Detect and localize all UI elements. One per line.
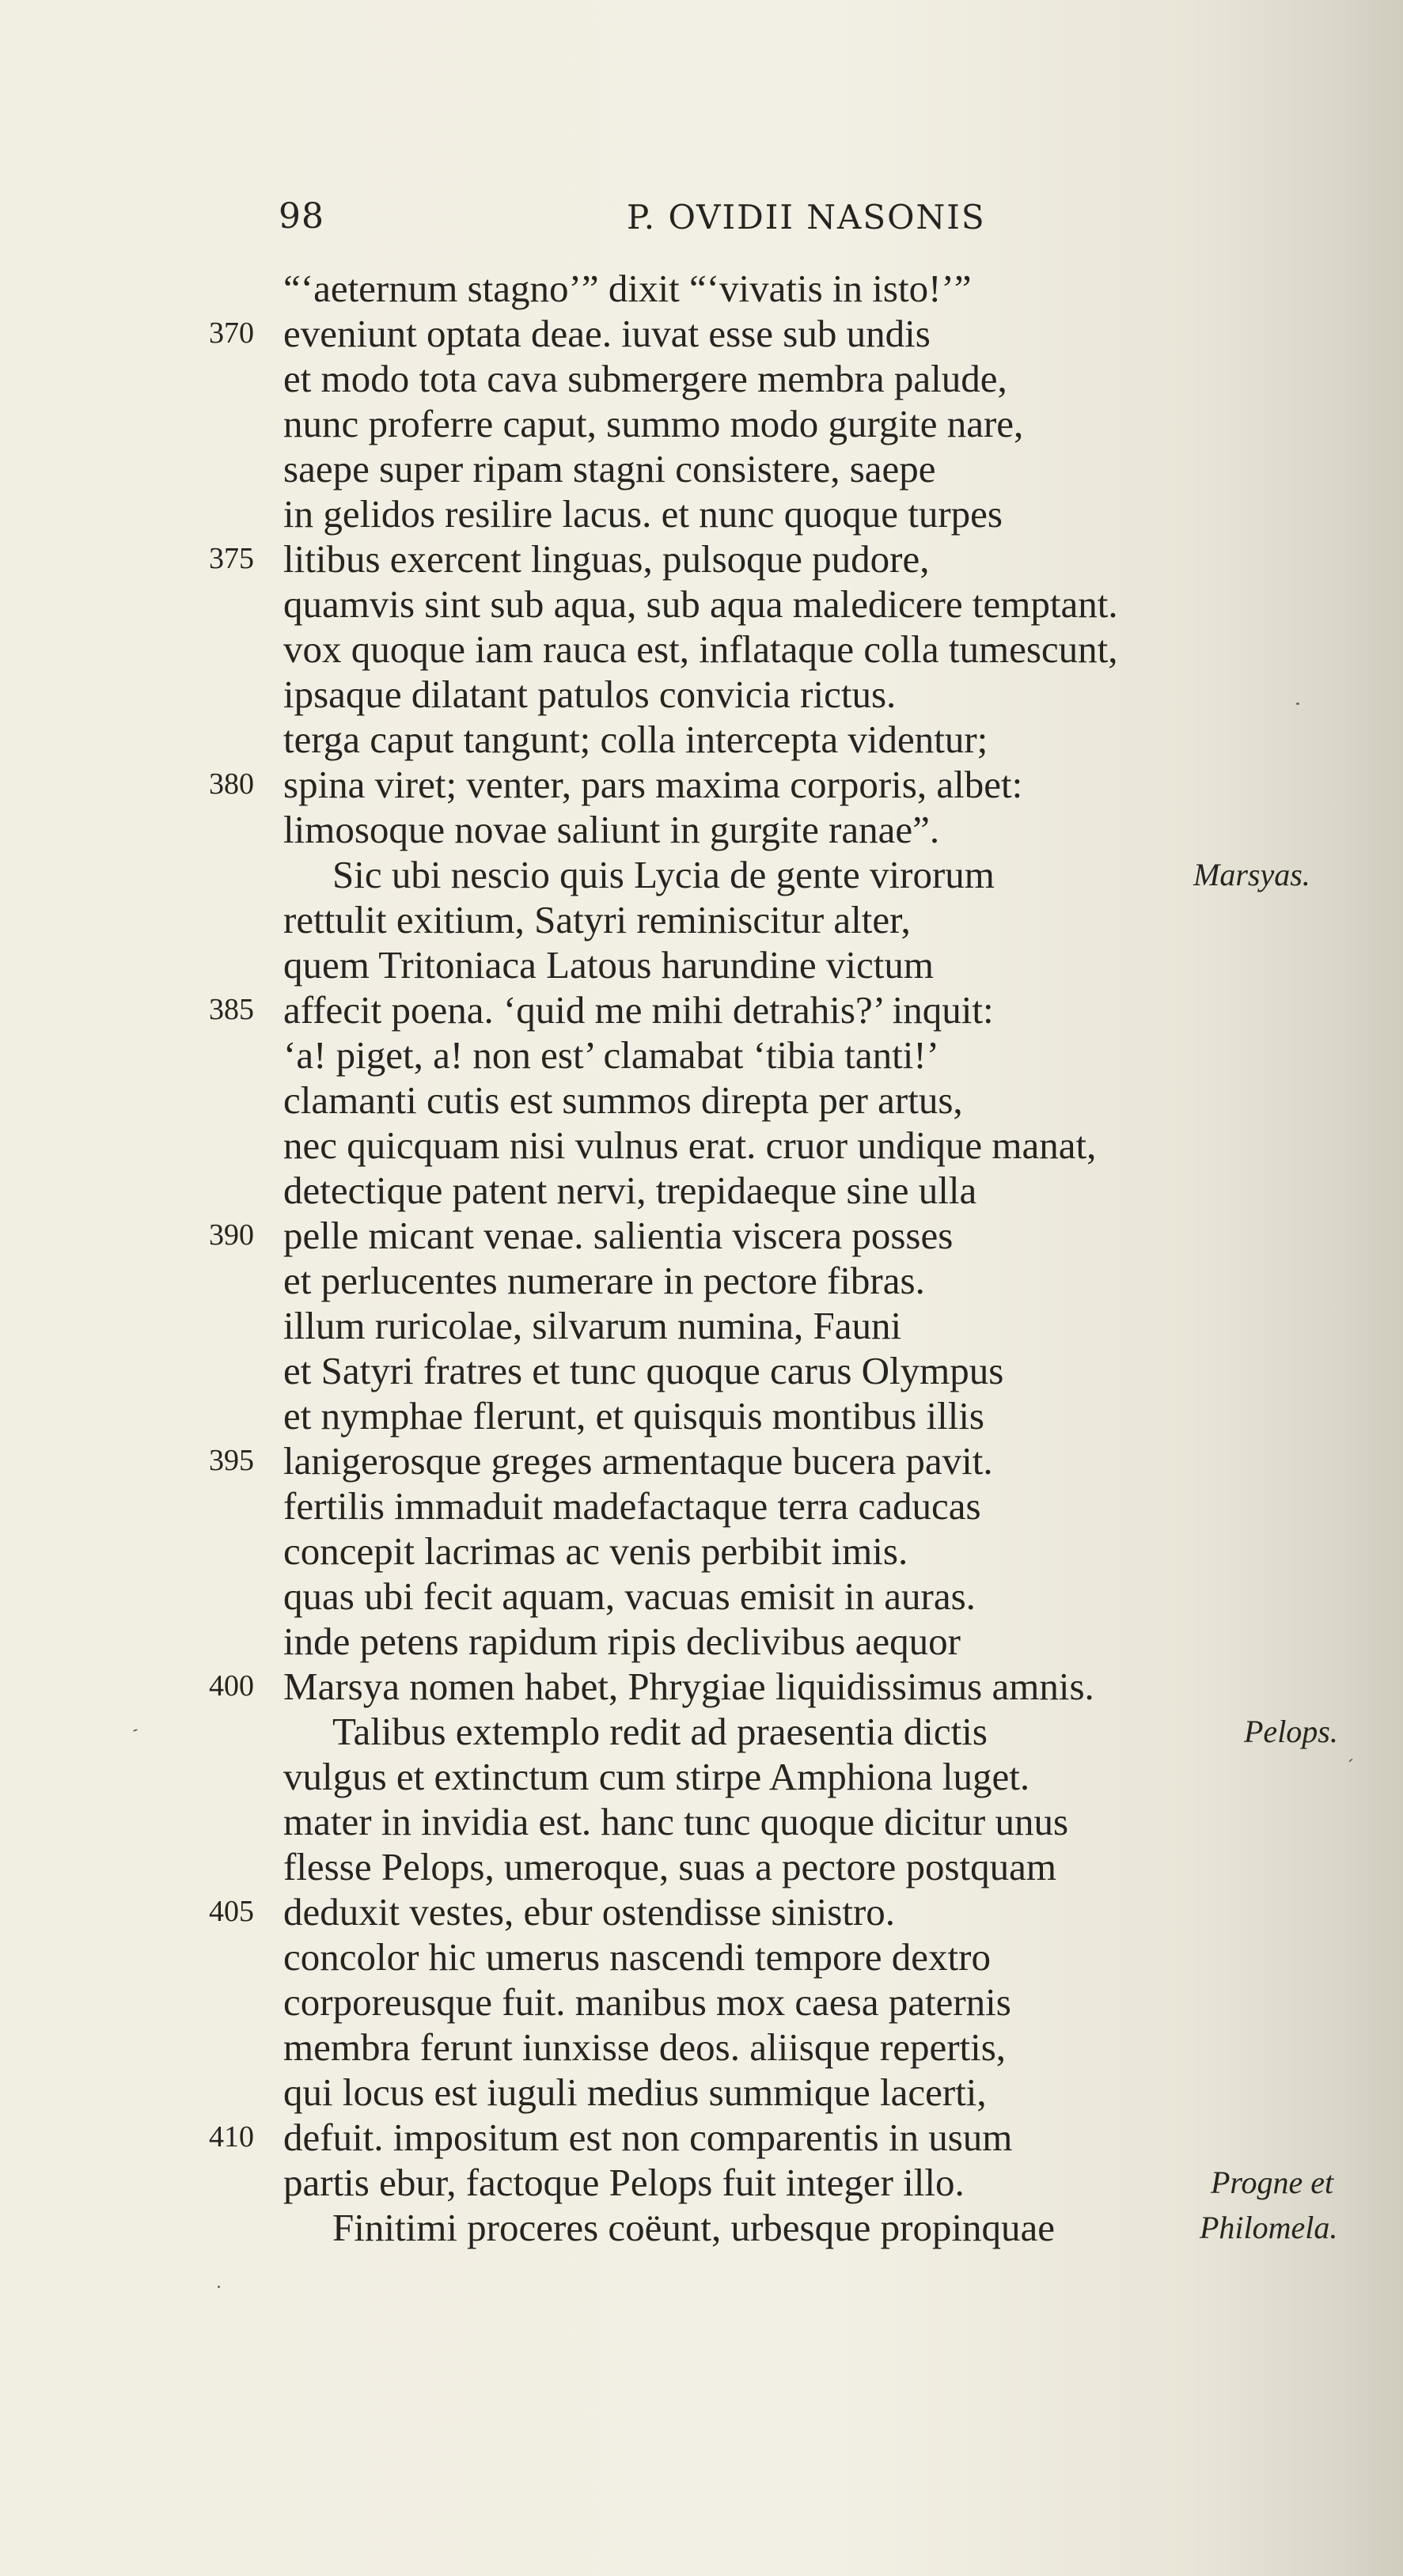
line-number: 410	[209, 2120, 254, 2154]
verse-line	[0, 1438, 1403, 1483]
verse-line	[0, 266, 1403, 311]
line-number: 370	[209, 316, 254, 350]
verse-text: concepit lacrimas ac venis perbibit imis.	[283, 1529, 908, 1573]
verse-text: Finitimi proceres coëunt, urbesque propinquae	[332, 2206, 1056, 2249]
verse-line	[0, 2025, 1403, 2070]
verse-line	[0, 1032, 1403, 1078]
verse-text: detectique patent nervi, trepidaeque sine ulla	[283, 1169, 977, 1212]
verse-text: illum ruricolae, silvarum numina, Fauni	[283, 1304, 902, 1347]
verse-line	[0, 401, 1403, 446]
verse-line	[0, 1754, 1403, 1799]
verse-text: vulgus et extinctum cum stirpe Amphiona luget.	[283, 1755, 1030, 1798]
verse-line	[0, 356, 1403, 401]
verse-text: nunc proferre caput, summo modo gurgite nare,	[283, 402, 1024, 445]
verse-line	[0, 311, 1403, 356]
line-number: 400	[209, 1669, 254, 1703]
verse-text: et Satyri fratres et tunc quoque carus Olympus	[283, 1349, 1004, 1392]
line-number: 390	[209, 1218, 254, 1252]
page-number: 98	[279, 196, 324, 237]
verse-line	[0, 987, 1403, 1032]
verse-text: terga caput tangunt; colla intercepta videntur;	[283, 718, 988, 761]
verse-text: mater in invidia est. hanc tunc quoque dicitur unus	[283, 1800, 1069, 1843]
verse-text: et perlucentes numerare in pectore fibras.	[283, 1259, 925, 1302]
line-number: 385	[209, 993, 254, 1026]
verse-line	[0, 672, 1403, 717]
verse-line	[0, 1483, 1403, 1529]
verse-text: ipsaque dilatant patulos convicia rictus.	[283, 672, 897, 716]
verse-text: in gelidos resilire lacus. et nunc quoque turpes	[283, 492, 1003, 536]
verse-line	[0, 807, 1403, 852]
verse-text: spina viret; venter, pars maxima corporis, albet:	[283, 763, 1023, 806]
margin-note: Progne et	[1211, 2165, 1334, 2200]
verse-text: pelle micant venae. salientia viscera posses	[283, 1214, 954, 1257]
line-number: 395	[209, 1444, 254, 1477]
verse-line	[0, 1348, 1403, 1393]
verse-line	[0, 1078, 1403, 1123]
verse-line	[0, 1664, 1403, 1709]
verse-line	[0, 536, 1403, 581]
verse-text: et nymphae flerunt, et quisquis montibus illis	[283, 1394, 984, 1438]
verse-text: quamvis sint sub aqua, sub aqua maledicere temptant.	[283, 582, 1118, 626]
verse-line	[0, 1709, 1403, 1754]
verse-text: nec quicquam nisi vulnus erat. cruor undique manat,	[283, 1123, 1097, 1167]
line-number: 405	[209, 1895, 254, 1928]
verse-text: affecit poena. ‘quid me mihi detrahis?’ inquit:	[283, 988, 994, 1032]
verse-text: quas ubi fecit aquam, vacuas emisit in auras.	[283, 1574, 976, 1618]
verse-text: saepe super ripam stagni consistere, saepe	[283, 447, 936, 491]
poem-text	[0, 266, 1403, 2250]
verse-text: Talibus extemplo redit ad praesentia dictis	[332, 1710, 988, 1753]
margin-note: Pelops.	[1244, 1714, 1338, 1749]
verse-line	[0, 627, 1403, 672]
verse-text: limosoque novae saliunt in gurgite ranae”.	[283, 808, 940, 851]
verse-line	[0, 1799, 1403, 1844]
verse-text: eveniunt optata deae. iuvat esse sub undis	[283, 312, 931, 355]
verse-line	[0, 581, 1403, 627]
verse-text: membra ferunt iunxisse deos. aliisque repertis,	[283, 2025, 1007, 2069]
verse-text: defuit. impositum est non comparentis in usum	[283, 2116, 1013, 2159]
verse-line	[0, 1303, 1403, 1348]
verse-line	[0, 1979, 1403, 2025]
verse-line	[0, 446, 1403, 491]
verse-text: clamanti cutis est summos direpta per artus,	[283, 1078, 963, 1122]
verse-text: corporeusque fuit. manibus mox caesa paternis	[283, 1980, 1011, 2024]
verse-text: partis ebur, factoque Pelops fuit integer illo.	[283, 2161, 965, 2204]
running-head: P. OVIDII NASONIS	[627, 198, 986, 237]
verse-line	[0, 717, 1403, 762]
verse-text: litibus exercent linguas, pulsoque pudore,	[283, 537, 930, 581]
verse-text: deduxit vestes, ebur ostendisse sinistro.	[283, 1890, 896, 1934]
verse-line	[0, 491, 1403, 536]
verse-text: et modo tota cava submergere membra palude,	[283, 357, 1007, 400]
paper-speck	[1296, 703, 1299, 705]
verse-text: qui locus est iuguli medius summique lacerti,	[283, 2070, 987, 2114]
verse-line	[0, 1123, 1403, 1168]
verse-text: Marsya nomen habet, Phrygiae liquidissimus amnis.	[283, 1665, 1094, 1708]
verse-line	[0, 1168, 1403, 1213]
line-number: 375	[209, 542, 254, 575]
verse-text: concolor hic umerus nascendi tempore dextro	[283, 1935, 991, 1979]
verse-line	[0, 1529, 1403, 1574]
paper-speck	[218, 2286, 220, 2288]
verse-line	[0, 2115, 1403, 2160]
verse-line	[0, 1844, 1403, 1889]
verse-text: inde petens rapidum ripis declivibus aequor	[283, 1619, 961, 1663]
verse-line	[0, 897, 1403, 942]
verse-line	[0, 2070, 1403, 2115]
verse-text: rettulit exitium, Satyri reminiscitur alter,	[283, 898, 911, 941]
verse-line	[0, 762, 1403, 807]
verse-line	[0, 852, 1403, 897]
verse-line	[0, 2205, 1403, 2250]
verse-text: “‘aeternum stagno’” dixit “‘vivatis in isto!’”	[283, 267, 972, 310]
line-number: 380	[209, 767, 254, 801]
verse-line	[0, 1889, 1403, 1934]
verse-text: quem Tritoniaca Latous harundine victum	[283, 943, 934, 987]
verse-line	[0, 1393, 1403, 1438]
verse-line	[0, 1213, 1403, 1258]
verse-line	[0, 942, 1403, 987]
page-header	[279, 196, 1307, 244]
verse-text: vox quoque iam rauca est, inflataque colla tumescunt,	[283, 627, 1118, 671]
verse-line	[0, 1619, 1403, 1664]
verse-line	[0, 1258, 1403, 1303]
verse-text: fertilis immaduit madefactaque terra caducas	[283, 1484, 981, 1528]
verse-line	[0, 1934, 1403, 1979]
verse-line	[0, 1574, 1403, 1619]
verse-line	[0, 2160, 1403, 2205]
margin-note: Philomela.	[1200, 2210, 1338, 2245]
verse-text: ‘a! piget, a! non est’ clamabat ‘tibia tanti!’	[283, 1033, 940, 1077]
margin-note: Marsyas.	[1193, 857, 1310, 892]
verse-text: Sic ubi nescio quis Lycia de gente virorum	[332, 853, 995, 896]
verse-text: lanigerosque greges armentaque bucera pavit.	[283, 1439, 993, 1483]
verse-text: flesse Pelops, umeroque, suas a pectore postquam	[283, 1845, 1057, 1888]
